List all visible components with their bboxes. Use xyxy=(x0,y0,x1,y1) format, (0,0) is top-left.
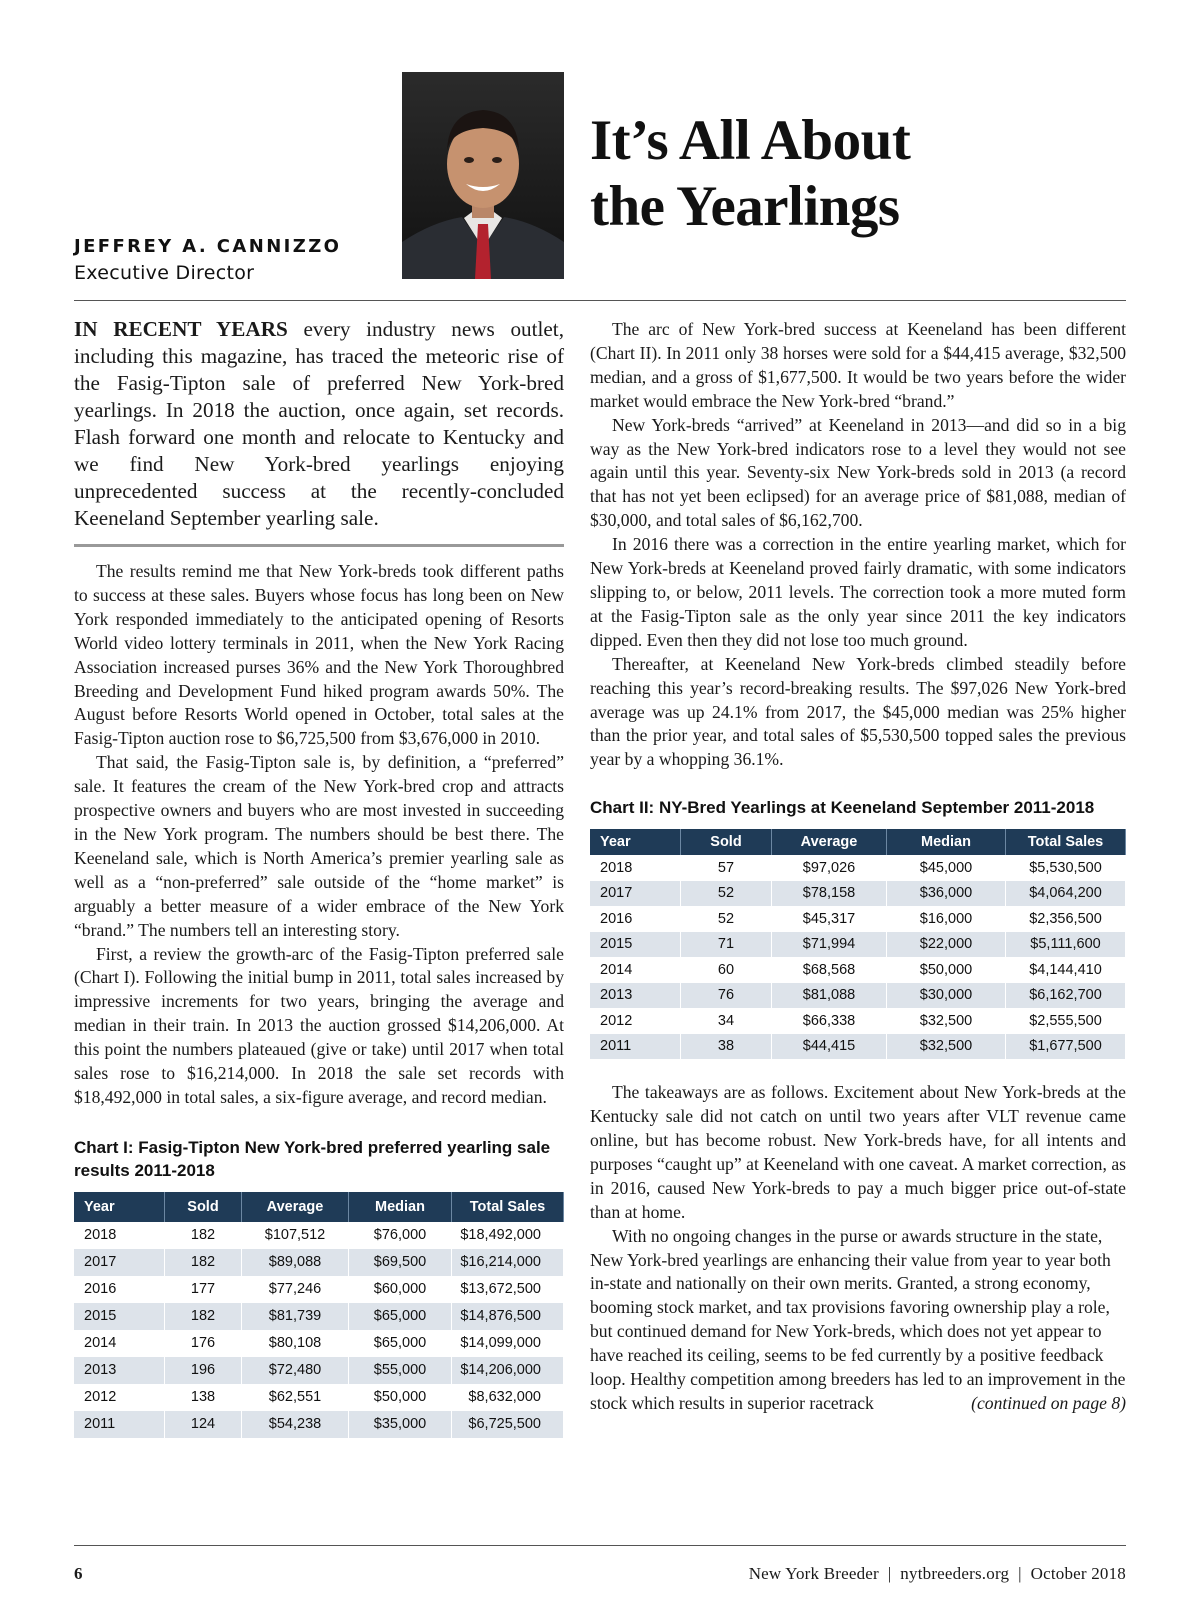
table-cell: 2014 xyxy=(590,957,681,983)
table-cell: 60 xyxy=(681,957,772,983)
table-cell: 52 xyxy=(681,906,772,932)
table-cell: $1,677,500 xyxy=(1006,1034,1126,1060)
table-cell: $35,000 xyxy=(349,1411,452,1438)
table-cell: $14,099,000 xyxy=(452,1330,564,1357)
table-row xyxy=(590,932,1126,958)
table-cell: 182 xyxy=(165,1303,242,1330)
column-header: Total Sales xyxy=(1006,829,1126,855)
table-row xyxy=(590,881,1126,907)
chart1-title: Chart I: Fasig-Tipton New York-bred preferred yearling sale results 2011-2018 xyxy=(74,1137,551,1180)
table-cell: 2012 xyxy=(590,1008,681,1034)
table-cell: $89,088 xyxy=(242,1249,349,1276)
footer-credit: New York Breeder | nytbreeders.org | October 2018 xyxy=(748,1564,1126,1583)
table-cell: $5,111,600 xyxy=(1006,932,1126,958)
table-cell: $80,108 xyxy=(242,1330,349,1357)
table-cell: 76 xyxy=(681,983,772,1009)
table-cell: 182 xyxy=(165,1249,242,1276)
body-paragraph: Thereafter, at Keeneland New York-breds climbed steadily before reaching this year’s record-breaking results. The $97,026 New York-bred average was up 24.1% from 2017, the $45,000 median was 25% higher than the prior year, and total sales of $5,530,500 topped sales the previous year by a whopping 36.1%. xyxy=(590,653,1126,770)
table-cell: 34 xyxy=(681,1008,772,1034)
table-cell: $6,725,500 xyxy=(452,1411,564,1438)
table-cell: $16,000 xyxy=(887,906,1006,932)
table-cell: 138 xyxy=(165,1384,242,1411)
table-row xyxy=(590,957,1126,983)
table-cell: $55,000 xyxy=(349,1357,452,1384)
table-cell: 2018 xyxy=(74,1222,165,1249)
footer-divider xyxy=(74,1545,1126,1546)
table-cell: $107,512 xyxy=(242,1222,349,1249)
table-cell: $97,026 xyxy=(772,855,887,881)
table-cell: 2011 xyxy=(74,1411,165,1438)
body-paragraph: The takeaways are as follows. Excitement about New York-breds at the Kentucky sale did not catch on until two years after VLT revenue came online, but has become robust. New York-breds have, for all intents and purposes “caught up” at Keeneland with one caveat. A market correction, as in 2016, caused New York-breds to pay a much bigger price out-of-state than at home. xyxy=(590,1082,1126,1222)
table-row xyxy=(74,1303,564,1330)
lead-bold: IN RECENT YEARS xyxy=(74,317,288,341)
table-cell: $66,338 xyxy=(772,1008,887,1034)
chart2-table xyxy=(590,829,1126,1059)
right-column xyxy=(590,318,1126,1416)
table-cell: 2015 xyxy=(74,1303,165,1330)
table-cell: 2016 xyxy=(590,906,681,932)
table-cell: $18,492,000 xyxy=(452,1222,564,1249)
table-cell: 124 xyxy=(165,1411,242,1438)
table-cell: $76,000 xyxy=(349,1222,452,1249)
table-cell: 38 xyxy=(681,1034,772,1060)
body-paragraph: In 2016 there was a correction in the entire yearling market, which for New York-breds at Keeneland proved fairly dramatic, with some indicators slipping to, or below, 2011 levels. The correction took a more muted form at the Fasig-Tipton sale as the only year since 2011 the key indicators dipped. Even then they did not lose too much ground. xyxy=(590,534,1126,650)
table-cell: 2011 xyxy=(590,1034,681,1060)
table-cell: $65,000 xyxy=(349,1303,452,1330)
table-row xyxy=(590,1008,1126,1034)
column-header: Average xyxy=(772,829,887,855)
title-line-2: the Yearlings xyxy=(590,175,900,238)
table-row xyxy=(590,1034,1126,1060)
table-cell: 2017 xyxy=(74,1249,165,1276)
table-row xyxy=(74,1249,564,1276)
table-cell: $65,000 xyxy=(349,1330,452,1357)
table-cell: $2,555,500 xyxy=(1006,1008,1126,1034)
author-name: JEFFREY A. CANNIZZO xyxy=(74,236,342,257)
body-paragraph-last xyxy=(590,1225,1126,1416)
column-header: Sold xyxy=(681,829,772,855)
table-cell: $60,000 xyxy=(349,1276,452,1303)
body-paragraph: The results remind me that New York-breds took different paths to success at these sales. Buyers whose focus has long been on New York responded immediately to the anticipated opening of Resorts World video lottery terminals in 2011, when the New York Racing Association increased purses 36% and the New York Thoroughbred Breeding and Development Fund hiked program awards 50%. The August before Resorts World opened in October, total sales at the Fasig-Tipton auction rose to $6,725,500 from $3,676,000 in 2010. xyxy=(74,561,564,749)
table-row xyxy=(590,855,1126,881)
table-header-row xyxy=(74,1192,564,1222)
left-column xyxy=(74,316,564,1438)
table-cell: $13,672,500 xyxy=(452,1276,564,1303)
table-cell: $2,356,500 xyxy=(1006,906,1126,932)
page-number: 6 xyxy=(74,1564,83,1583)
table-cell: $68,568 xyxy=(772,957,887,983)
table-cell: $8,632,000 xyxy=(452,1384,564,1411)
table-cell: 196 xyxy=(165,1357,242,1384)
column-header: Total Sales xyxy=(452,1192,564,1222)
table-cell: $45,000 xyxy=(887,855,1006,881)
table-cell: $69,500 xyxy=(349,1249,452,1276)
body-paragraph: The arc of New York-bred success at Keeneland has been different (Chart II). In 2011 only 38 horses were sold for a $44,415 average, $32,500 median, and a gross of $1,677,500. It would be two years before the wider market would embrace the New York-bred “brand.” xyxy=(590,319,1126,411)
table-cell: $6,162,700 xyxy=(1006,983,1126,1009)
lead-divider xyxy=(74,544,564,547)
table-cell: 2013 xyxy=(590,983,681,1009)
table-cell: $50,000 xyxy=(349,1384,452,1411)
table-row xyxy=(74,1222,564,1249)
table-cell: 2018 xyxy=(590,855,681,881)
table-cell: $5,530,500 xyxy=(1006,855,1126,881)
article-title xyxy=(590,108,910,240)
table-row xyxy=(74,1276,564,1303)
column-header: Median xyxy=(887,829,1006,855)
lead-paragraph xyxy=(74,316,564,532)
table-cell: 182 xyxy=(165,1222,242,1249)
table-cell: $71,994 xyxy=(772,932,887,958)
table-cell: $32,500 xyxy=(887,1034,1006,1060)
table-row xyxy=(74,1330,564,1357)
table-cell: $81,088 xyxy=(772,983,887,1009)
table-row xyxy=(74,1411,564,1438)
table-row xyxy=(590,983,1126,1009)
table-cell: 176 xyxy=(165,1330,242,1357)
chart2-title: Chart II: NY-Bred Yearlings at Keeneland September 2011-2018 xyxy=(590,798,1095,818)
table-cell: 2014 xyxy=(74,1330,165,1357)
table-cell: 52 xyxy=(681,881,772,907)
title-line-1: It’s All About xyxy=(590,109,911,172)
column-header: Median xyxy=(349,1192,452,1222)
column-header: Average xyxy=(242,1192,349,1222)
table-cell: $32,500 xyxy=(887,1008,1006,1034)
table-cell: $54,238 xyxy=(242,1411,349,1438)
column-header: Year xyxy=(74,1192,165,1222)
table-row xyxy=(590,906,1126,932)
body-paragraph: New York-breds “arrived” at Keeneland in 2013—and did so in a big way as the New York-bred indicators rose to a level they would not see again until this year. Seventy-six New York-breds sold in 2013 (a record that has not yet been eclipsed) for an average price of $81,088, median of $30,000, and total sales of $6,162,700. xyxy=(590,414,1126,531)
last-paragraph-text: With no ongoing changes in the purse or awards structure in the state, New York-bred yearlings are enhancing their value from year to year both in-state and nationally on their own merits. Granted, a strong economy, booming stock market, and tax provisions favoring ownership play a role, but continued demand for New York-breds, which does not yet appear to have reached its ceiling, seems to be fed currently by a positive feedback loop. Healthy competition among breeders has led to an improvement in the stock which results in superior racetrack xyxy=(590,1225,1126,1413)
table-cell: 2017 xyxy=(590,881,681,907)
table-header-row xyxy=(590,829,1126,855)
table-cell: 2012 xyxy=(74,1384,165,1411)
table-cell: $78,158 xyxy=(772,881,887,907)
table-cell: 71 xyxy=(681,932,772,958)
body-paragraph: First, a review the growth-arc of the Fasig-Tipton preferred sale (Chart I). Following the initial bump in 2011, total sales increased by impressive increments for two years, bringing the average and median in their train. In 2013 the auction grossed $14,206,000. At this point the numbers plateaued (give or take) until 2017 when total sales rose to $16,214,000. In 2018 the sale set records with $18,492,000 in total sales, a six-figure average, and record median. xyxy=(74,943,564,1107)
table-cell: $4,144,410 xyxy=(1006,957,1126,983)
table-cell: 2015 xyxy=(590,932,681,958)
header-divider xyxy=(74,300,1126,301)
body-paragraph: That said, the Fasig-Tipton sale is, by definition, a “preferred” sale. It features the cream of the New York-bred crop and attracts prospective owners and buyers who are most invested in succeeding in the New York program. The numbers should be best there. The Keeneland sale, which is North America’s premier yearling sale as well as a “non-preferred” sale outside of the “home market” is arguably a better measure of a wider embrace of the New York “brand.” The numbers tell an interesting story. xyxy=(74,752,564,940)
table-cell: 2016 xyxy=(74,1276,165,1303)
table-cell: 177 xyxy=(165,1276,242,1303)
table-cell: $62,551 xyxy=(242,1384,349,1411)
table-cell: $45,317 xyxy=(772,906,887,932)
table-cell: $72,480 xyxy=(242,1357,349,1384)
author-role: Executive Director xyxy=(74,262,255,284)
table-cell: 2013 xyxy=(74,1357,165,1384)
table-row xyxy=(74,1357,564,1384)
column-header: Year xyxy=(590,829,681,855)
table-cell: $4,064,200 xyxy=(1006,881,1126,907)
table-cell: $44,415 xyxy=(772,1034,887,1060)
table-cell: $77,246 xyxy=(242,1276,349,1303)
table-cell: $81,739 xyxy=(242,1303,349,1330)
table-cell: $16,214,000 xyxy=(452,1249,564,1276)
table-cell: $14,206,000 xyxy=(452,1357,564,1384)
table-cell: $22,000 xyxy=(887,932,1006,958)
table-cell: $50,000 xyxy=(887,957,1006,983)
table-cell: $14,876,500 xyxy=(452,1303,564,1330)
table-cell: $36,000 xyxy=(887,881,1006,907)
table-cell: 57 xyxy=(681,855,772,881)
chart1-table xyxy=(74,1192,564,1438)
column-header: Sold xyxy=(165,1192,242,1222)
lead-text: every industry news outlet, including this magazine, has traced the meteoric rise of the Fasig-Tipton sale of preferred New York-bred yearlings. In 2018 the auction, once again, set records. Flash forward one month and relocate to Kentucky and we find New York-bred yearlings enjoying unprecedented success at the recently-concluded Keeneland September yearling sale. xyxy=(74,317,564,530)
continued-note: (continued on page 8) xyxy=(971,1393,1126,1413)
table-cell: $30,000 xyxy=(887,983,1006,1009)
author-photo xyxy=(402,72,564,279)
table-row xyxy=(74,1384,564,1411)
